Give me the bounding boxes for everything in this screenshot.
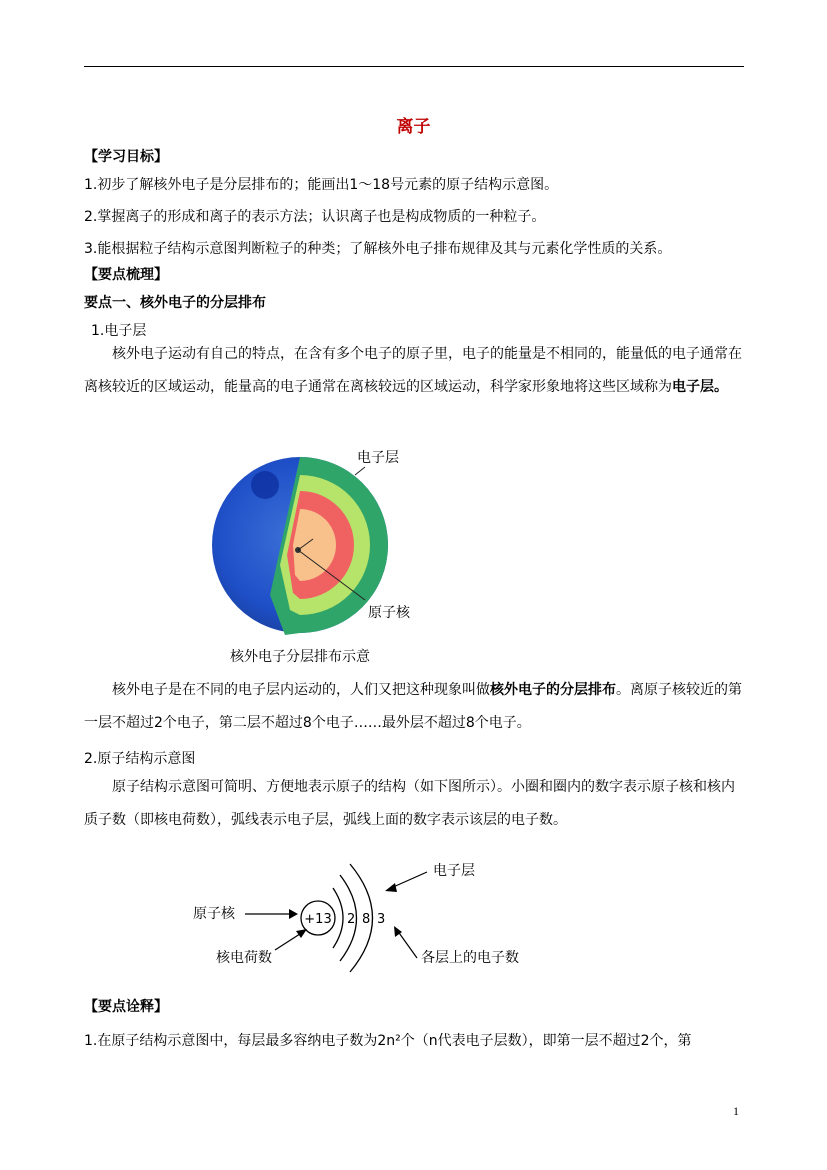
label-electron-count: 各层上的电子数 (421, 950, 519, 966)
explain-header: 【要点诠释】 (84, 999, 168, 1015)
paragraph-structure-diagram (84, 771, 744, 837)
figure-label-shell: 电子层 (357, 450, 399, 466)
paragraph-text: 原子结构示意图可简明、方便地表示原子的结构（如下图所示）。小圈和圈内的数字表示原子核和核内质子数（即核电荷数），弧线表示电子层，弧线上面的数字表示该层的电子数。 (84, 779, 735, 828)
electron-count-3: 3 (377, 912, 386, 927)
paragraph-electron-shell (84, 338, 744, 404)
label-charge: 核电荷数 (216, 950, 272, 966)
paragraph-end: 。 (714, 379, 728, 395)
header-rule (84, 66, 744, 67)
label-nucleus: 原子核 (193, 906, 235, 922)
page-number: 1 (733, 1104, 739, 1118)
figure-label-nucleus: 原子核 (368, 605, 410, 621)
figure-electron-layers (205, 445, 435, 670)
paragraph-text: 核外电子运动有自己的特点，在含有多个电子的原子里，电子的能量是不相同的，能量低的电子通常在离核较近的区域运动，能量高的电子通常在离核较远的区域运动，科学家形象地将这些区域称为 (84, 346, 742, 395)
goal-3: 3.能根据粒子结构示意图判断粒子的种类；了解核外电子排布规律及其与元素化学性质的关系。 (84, 241, 672, 257)
label-shell: 电子层 (433, 863, 475, 879)
points-header: 【要点梳理】 (84, 267, 168, 283)
electron-count-1: 2 (347, 912, 356, 927)
atomic-structure-diagram (185, 850, 545, 980)
electron-count-2: 8 (362, 912, 371, 927)
explain-1: 1.在原子结构示意图中，每层最多容纳电子数为2n²个（n代表电子层数），即第一层不超过2个，第 (84, 1033, 692, 1049)
nucleus-charge: +13 (304, 912, 332, 927)
page-title: 离子 (396, 117, 431, 137)
point1-title: 要点一、核外电子的分层排布 (84, 295, 266, 311)
goal-1: 1.初步了解核外电子是分层排布的；能画出1～18号元素的原子结构示意图。 (84, 177, 559, 193)
goal-2: 2.掌握离子的形成和离子的表示方法；认识离子也是构成物质的一种粒子。 (84, 209, 546, 225)
paragraph-bold-term: 电子层 (672, 379, 714, 395)
subsection-2: 2.原子结构示意图 (84, 751, 196, 767)
electron-layers-diagram (205, 445, 435, 670)
figure-atomic-structure (185, 850, 545, 980)
paragraph-bold-term: 核外电子的分层排布 (490, 682, 616, 698)
paragraph-text-a: 核外电子是在不同的电子层内运动的，人们又把这种现象叫做 (112, 682, 490, 698)
paragraph-text-b: 。离原子核较近的第一层不超过2个电子，第二层不超过8个电子……最外层不超过8个电子。 (84, 682, 742, 731)
paragraph-layered-arrangement (84, 674, 744, 740)
figure-caption: 核外电子分层排布示意 (230, 649, 370, 665)
goals-header: 【学习目标】 (84, 149, 168, 165)
subsection-1: 1.电子层 (91, 323, 147, 339)
